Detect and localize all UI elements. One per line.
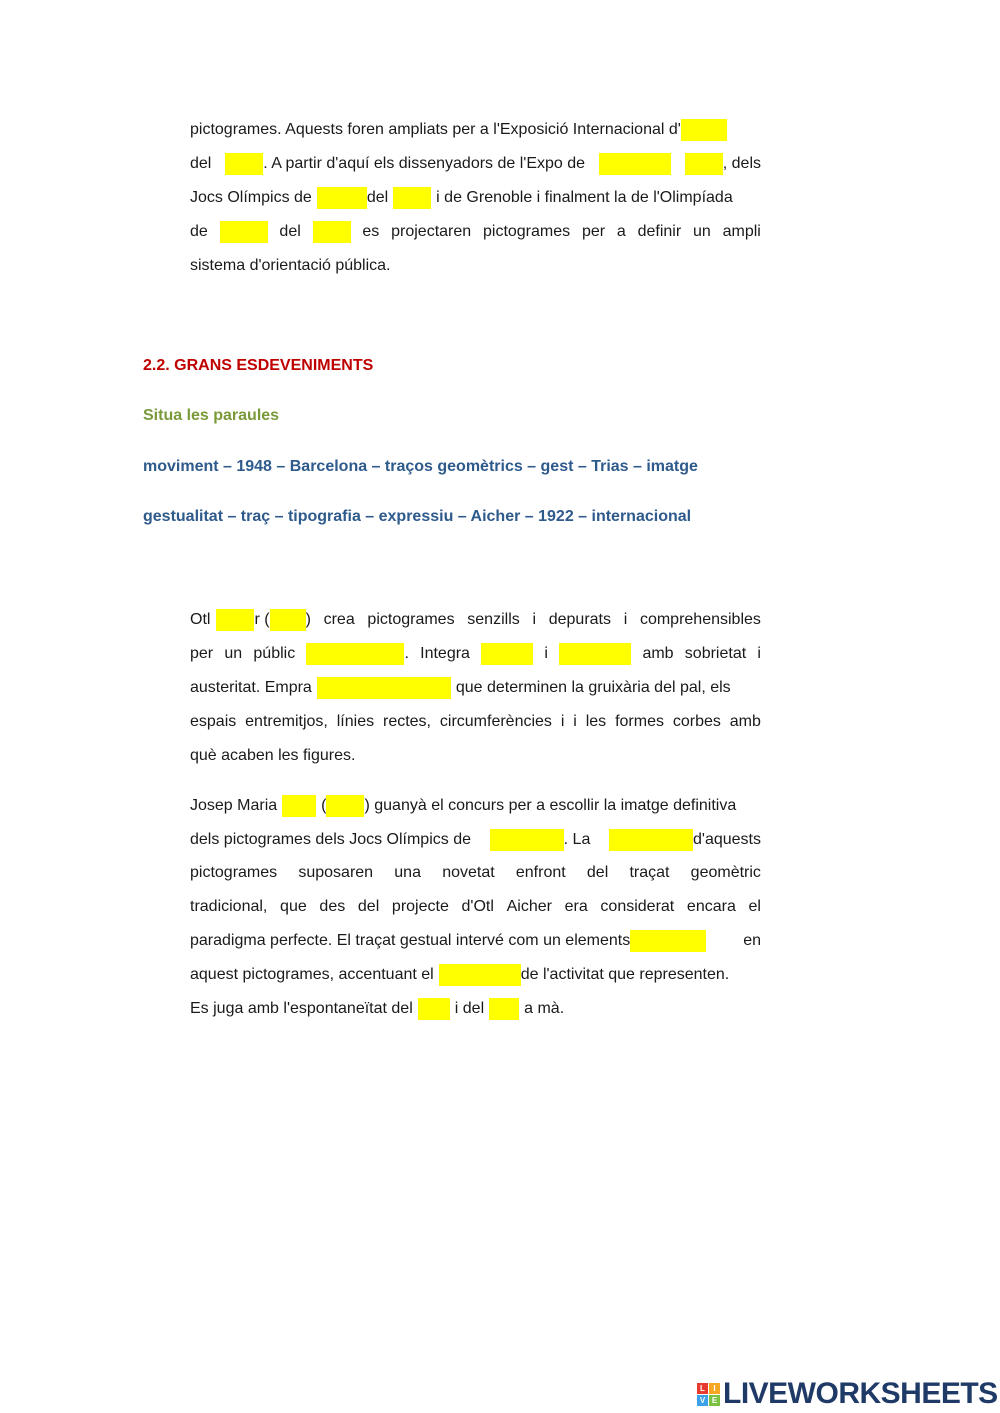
answer-blank[interactable]	[630, 930, 706, 952]
text: que	[280, 898, 307, 915]
text: ampli	[722, 223, 761, 240]
text: del	[357, 898, 380, 915]
p3-line-6	[190, 958, 761, 992]
text: entremitjos,	[245, 713, 328, 730]
answer-blank[interactable]	[481, 643, 533, 665]
text: del	[366, 189, 389, 206]
answer-blank[interactable]	[216, 609, 254, 631]
text: dels pictogrames dels Jocs Olímpics de	[190, 831, 471, 848]
text: Aicher	[506, 898, 552, 915]
text: era	[564, 898, 588, 915]
answer-blank[interactable]	[489, 998, 519, 1020]
answer-blank[interactable]	[313, 221, 351, 243]
answer-blank[interactable]	[685, 153, 723, 175]
text: . A partir d'aquí els dissenyadors de l'Expo de	[263, 155, 586, 172]
text: a	[616, 223, 626, 240]
text: crea	[323, 611, 355, 628]
text: d'aquests	[693, 831, 761, 848]
text: r (	[254, 611, 270, 628]
text: un	[693, 223, 711, 240]
text: encara	[686, 898, 736, 915]
text: traçat	[629, 864, 670, 881]
logo-mark-icon	[697, 1383, 720, 1406]
text: rectes,	[382, 713, 431, 730]
logo-letter: I	[709, 1383, 720, 1394]
text: des	[319, 898, 346, 915]
text: formes	[615, 713, 664, 730]
logo-letter: E	[709, 1395, 720, 1406]
answer-blank[interactable]	[559, 643, 631, 665]
text: Es juga amb l'espontaneïtat del	[190, 1000, 413, 1017]
section-title: 2.2. GRANS ESDEVENIMENTS	[143, 357, 374, 374]
text: i	[532, 611, 537, 628]
text: del	[586, 864, 609, 881]
answer-blank[interactable]	[681, 119, 727, 141]
p2-line-4	[190, 705, 761, 739]
text: que determinen la gruixària del pal, els	[455, 679, 731, 696]
p3-line-5	[190, 924, 761, 958]
text: , dels	[722, 155, 761, 172]
answer-blank[interactable]	[282, 795, 316, 817]
text: novetat	[442, 864, 495, 881]
p3-line-4	[190, 890, 761, 924]
text: de l'activitat que representen.	[520, 966, 730, 983]
text: sobrietat	[684, 645, 747, 662]
p3-line-2	[190, 823, 761, 857]
p2-line-5	[190, 739, 761, 773]
text: es	[362, 223, 380, 240]
text: Otl	[190, 611, 211, 628]
liveworksheets-logo	[697, 1377, 998, 1411]
text: del	[190, 155, 212, 172]
text: Josep Maria	[190, 797, 278, 814]
answer-blank[interactable]	[418, 998, 450, 1020]
answer-blank[interactable]	[490, 829, 564, 851]
p1-line-5	[190, 249, 761, 283]
text: .	[404, 645, 409, 662]
answer-blank[interactable]	[317, 677, 451, 699]
text: a mà.	[524, 1000, 565, 1017]
text: i	[757, 645, 761, 662]
text: enfront	[515, 864, 566, 881]
text: i del	[454, 1000, 485, 1017]
text: definir	[637, 223, 682, 240]
text: què acaben les figures.	[190, 747, 356, 764]
text: del	[279, 223, 301, 240]
text: pictogrames	[190, 864, 278, 881]
text: geomètric	[690, 864, 761, 881]
text: i	[560, 713, 565, 730]
text: una	[394, 864, 421, 881]
p1-line-3	[190, 181, 761, 215]
answer-blank[interactable]	[599, 153, 671, 175]
answer-blank[interactable]	[609, 829, 693, 851]
text: Integra	[420, 645, 470, 662]
answer-blank[interactable]	[317, 187, 367, 209]
text: Jocs Olímpics de	[190, 189, 312, 206]
p3-line-1	[190, 789, 761, 823]
text: per	[581, 223, 606, 240]
text: austeritat. Empra	[190, 679, 312, 696]
text: en	[743, 932, 761, 949]
text: suposaren	[298, 864, 374, 881]
instruction: Situa les paraules	[143, 407, 280, 424]
logo-letter: V	[697, 1395, 708, 1406]
answer-blank[interactable]	[306, 643, 404, 665]
p3-line-3	[190, 856, 761, 890]
text: i	[544, 645, 548, 662]
text: línies	[336, 713, 375, 730]
p2-line-3	[190, 671, 761, 705]
text: espais	[190, 713, 237, 730]
text: depurats	[548, 611, 611, 628]
p1-line-4	[190, 215, 761, 249]
text: amb	[729, 713, 761, 730]
text: d'Otl	[461, 898, 494, 915]
answer-blank[interactable]	[225, 153, 263, 175]
text: . La	[563, 831, 591, 848]
text: aquest pictogrames, accentuant el	[190, 966, 434, 983]
answer-blank[interactable]	[326, 795, 364, 817]
text: projectaren	[391, 223, 472, 240]
text: les	[585, 713, 607, 730]
answer-blank[interactable]	[220, 221, 268, 243]
text: tradicional,	[190, 898, 268, 915]
logo-text: LIVEWORKSHEETS	[723, 1377, 998, 1410]
text: un	[224, 645, 243, 662]
word-bank-line-1: moviment – 1948 – Barcelona – traços geomètrics – gest – Trias – imatge	[143, 458, 698, 475]
logo-letter: L	[697, 1383, 708, 1394]
text: (	[321, 797, 327, 814]
p3-line-7	[190, 992, 761, 1026]
text: pictogrames. Aquests foren ampliats per a l'Exposició Internacional d'	[190, 121, 681, 138]
answer-blank[interactable]	[439, 964, 521, 986]
answer-blank[interactable]	[270, 609, 306, 631]
p2-line-1	[190, 603, 761, 637]
text: )	[305, 611, 311, 628]
text: públic	[253, 645, 296, 662]
text: circumferències	[439, 713, 552, 730]
text: considerat	[600, 898, 675, 915]
text: paradigma perfecte. El traçat gestual intervé com un elements	[190, 932, 631, 949]
answer-blank[interactable]	[393, 187, 431, 209]
text: per	[190, 645, 214, 662]
text: sistema d'orientació pública.	[190, 257, 391, 274]
text: el	[748, 898, 761, 915]
p1-line-2	[190, 147, 761, 181]
text: projecte	[391, 898, 449, 915]
text: amb	[642, 645, 674, 662]
p2-line-2	[190, 637, 761, 671]
text: pictogrames	[482, 223, 571, 240]
text: senzills	[467, 611, 520, 628]
text: i	[623, 611, 628, 628]
word-bank-line-2: gestualitat – traç – tipografia – expressiu – Aicher – 1922 – internacional	[143, 508, 692, 525]
text: pictogrames	[367, 611, 455, 628]
text: i	[573, 713, 577, 730]
p1-line-1	[190, 113, 761, 147]
text: i de Grenoble i finalment la de l'Olimpíada	[436, 189, 733, 206]
text: de	[190, 223, 208, 240]
text: comprehensibles	[639, 611, 761, 628]
text: ) guanyà el concurs per a escollir la imatge definitiva	[364, 797, 737, 814]
text: corbes	[672, 713, 721, 730]
